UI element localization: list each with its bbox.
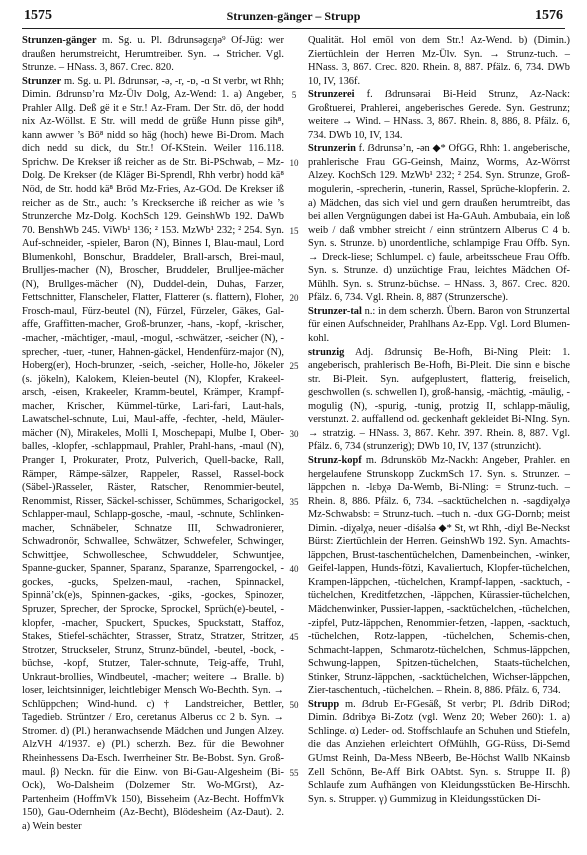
dictionary-entry <box>308 305 570 346</box>
line-number: 5 <box>291 90 297 101</box>
entry-text: Qualität. Hol emöl von dem Str.! Az-Wend. b) (Dimin.) Ziertüchlein der Herren Mz-Ülv. Syn. → Strunz-tuch. – HNass. 3, 867. Crec. 820. Rhein. 8, 887. Pfälz. 6, 734. DWb 10, IV, 136f. <box>308 35 570 87</box>
entry-text: m. ẞdrub Er-FGesäß, St verbr; Pl. ẞdrib DiRod; Dimin. ẞdribχə Bi-Zotz (vgl. Wenz 20; Weber 260): 1. a) Schlinge. α) Leder- od. Stoffschlaufe an Schuhen und Stiefeln, die das Anziehen erleichtert OfMühlh, GG-Rüss, Di-Semd GUmst Reinh, Da-Mess NBeerb, Be-Höchst Wallb NKainsb Zell Schönn, Be-Aff Birk OAbtst. Syn. s. Struppe II. β) Schlaufe zum Aufhängen von Kleidungsstücken Be-Hirschh. Syn. s. Strupper. γ) Gummizug in Kleidungsstücken Di- <box>308 698 570 805</box>
line-number: 25 <box>289 361 299 372</box>
line-number: 10 <box>289 157 299 168</box>
line-number: 15 <box>289 225 299 236</box>
line-number: 45 <box>289 632 299 643</box>
line-number: 50 <box>289 699 299 710</box>
line-number: 20 <box>289 293 299 304</box>
dictionary-entry <box>308 698 570 806</box>
entry-headword: Strunzen-gänger <box>22 35 97 46</box>
left-column <box>22 34 284 833</box>
entry-headword: strunzig <box>308 346 345 358</box>
page-number-left: 1575 <box>24 8 52 23</box>
line-number: 30 <box>289 428 299 439</box>
dictionary-entry <box>308 454 570 698</box>
line-number: 35 <box>289 496 299 507</box>
entry-text: Adj. ẞdrunsiç Be-Hofh, Bi-Ning Pleit: 1. angeberisch, prahlerisch Be-Hofh, Bi-Pleit. Die sinn e bische str. Bi-Pleit. Syn. aufgeplustert, flatterig, freiselich, geschwollen (s. schwellen I), groß-hansig, -mächtig, -mäulig, -mogulig (N), -spurig, -tunig, protzig II, schlapp-mäulig, verstunzt. 2. auffallend od. geckenhaft gekleidet Bi-NIng. Syn. → stratzig. – HNass. 3, 867. Kehr. 397. Rhein. 8, 887. Vgl. Pfälz. 6, 734 (strunzerig); DWb 10, IV, 137 (strunzicht). <box>308 346 570 453</box>
entry-text: m. ẞdrunsköb Mz-Nackh: Angeber, Prahler. en hergelaufene Strunskopp ZuckmSch 17. Syn. s. Strunzer. –läppchen n. -lɛbχə Da-Wemb, Bi-Nling: = Strunz-tuch. – Rhein. 8, 886. Pfälz. 6, 734. –sacktüchelchen n. -sagdiχəlχə Mz-Schwabsb: = Strunz-tuch. –tuch n. -dux GG-Dornb; meist Dimin. -diχəlχə, neuer -diśəlśə ◆* St, wt Rhh, -diχl Be-Neckst Bürst: Ziertüchlein der Herren. GeinshWb 192. Syn. Amachts-läppchen, Brust-taschentüchelchen, Damenbeinchen, -winker, Geifel-lappen, Hunds-fötzi, Kavaliertuch, Klopfer-tüchelchen, Krampen-läppchen, -tüchelchen, Krampf-lappen, -sacktuch, -tüchelchen, Kreditfetzchen, -läppchen, Kürassier-tüchelchen, Mädchenwinker, Pussier-lappen, -sacktüchelchen, -tüchelchen, -zipfel, Putz-läppchen, Renommier-fetzen, -lappen, -sacktuch, -tüchelchen, Rotz-lappen, -tüchelchen, Schemis-chen, Schmacht-lappen, Schmarotz-tüchelchen, Schmus-läppchen, Schwung-lappen, Spitzen-tüchelchen, Staats-tüchelchen, Stinker, Strunz-läppchen, -sacktüchelchen, Wichser-läppchen, Zier-taschentuch, -tüchelchen. – Rhein. 8, 886. Pfälz. 6, 734. <box>308 454 570 697</box>
dictionary-entry <box>308 142 570 305</box>
dictionary-entry <box>308 346 570 454</box>
page-header <box>22 6 565 29</box>
entry-text: n.: in dem scherzh. Übern. Baron von Strunzertal für einen Aufschneider, Prahlhans Az-Epp. Vgl. Lord Blumen-kohl. <box>308 305 570 345</box>
line-number: 55 <box>289 767 299 778</box>
line-numbers <box>284 34 304 834</box>
dictionary-entry <box>22 34 284 75</box>
entry-text: m. Sg. u. Pl. ẞdrunsər, -ə, -r, -ɒ, -ɑ St verbr, wt Rhh; Dimin. ẞdrunsɒ’rɑ Mz-Ülv Dolg, Az-Wend: 1. a) Angeber, Prahler Allg. Deß gë it e Str.! Az-Fram. Der Str. dö, der hodd nix Az-Wöllst. E Str. will medd de grüße Hunn pisse gih⁸, kann awwer ’s Bö⁸ nidd so häg (hoch) hewe Bi-Drom. Mach dich nedd su dick, du Str.! Of-KStein. Weiler 116.118. Sprichw. De Krekser iß reicher as de Str. Bi-PSchwab, – Mz-Dolg. De Krekser (de Kläger Bi-Sprendl, Rhh verbr) hodd kä⁸ Nöd, de Str. hodd kä⁸ Bröd Mz-Fries, Az-GOd. De Krekser iß reicher as de Str., auch: ’s Kreckserche iß reicher as wie ’s Strunzerche Mz-Dolg. KochSch 129. GeinshWb 192. DaWb 70. BenshWb 245. ViWb¹ 136; ² 153. MzWb¹ 232; ² 254. Syn. Auf-schneider, -spieler, Baron (N), Binnes I, Blau-maul, Lord Blumenkohl, Bonschur, Braddeler, Brall-arsch, Brei-maul, Brulljes-macher (N), Broscher, Bruddeler, Brulljee-mächer (N), Brullges-mächer (N), Duddel-dein, Duhas, Farzer, Fettschnitter, Flanscheler, Flatter, Flatterer (s. flattern), Floher, Frosch-maul, Fürz-beutel (N), Fürzel, Fürzeler, Gäkes, Gal-affe, Graffitten-macher, Groß-brunzer, -hans, -kopf, -krischer, -macher, -mächtiger, -maul, -mogul, -schwätzer, -seicher (N), -sprecher, -tuer, -tuner, Hahnen-gäckel, Hendenfürz-major (N), Hoberg(er), Hoch-brunzer, -seich, -seicher, Holle-ho, Jökeler (s. jökeln), Kalokem, Kleien-beutel (N), Klopfer, Krakeel-arsch, -eisen, Krakeeler, Kramm-beutel, Krämper, Krampf-macher, Krischer, Kümmel-türke, Lari-fari, Laut-hals, Lawatschel-schnute, Lui, Maul-affe, -fechter, -held, Mäuler-mächer (N), Mirakeles, Molli I, Moschepapi, Mulbe I, Ober-balles, -klopfer, -schlappmaul, Prahler, Prahl-hans, -maul (N), Pranger I, Prokurater, Protz, Pulverich, Quell-backe, Rall, Rämper, Rämpe-sälzer, Rappeler, Rassel, Rassel-bock (Säbel-)Rasseler, Räster, Ratscher, Renommier-beutel, Renommist, Risser, Säckel-schisser, Schümmes, Scharigockel, Schlapper-maul, Schlapp-gosche, -maul, -schnute, Schlinken-macher, Schnäbeler, Schnatze III, Schwadronierer, Schwadronör, Schwallee, Schwätzer, Schwefeler, Schwinger, Schwittjee, Schwolleschee, Schwuddeler, Schwuntjee, Spanne-gucker, Spanner, Sparanz, Sparanze, Sparrengockel, -gockes, -gucks, Spelzen-maul, -rachen, Spinnackel, Spinnä’ck(e)s, Spinnen-gackes, -giks, -gockes, Spinozer, Spruzer, Sprecher, der Sprocke, Sprockel, Sprüch(e)-beutel, -klopfer, -macher, Spuckert, Spuckes, Spuckstatt, Staffoz, Stakes, Stiefel-schächter, Strasser, Stratz, Stratzer, Stritzer, Strotzer, Struckseler, Strunz, Strunz-bündel, -beutel, -bock, -büchse, -kopf, Stutzer, Taler-schnute, Teig-affe, Truhl, Unkraut-brollies, Windbeutel, -macher; weitere → Bralle. b) loser, leichtsinniger, leichtlebiger Mensch Wo-Bechth. Syn. → Schlüppchen; Wind-hund. c) † Landstreicher, Bettler, Tagedieb. Strüntzer / Ero, ceretanus Alberus cc 2 b. Syn. → Stromer. d) (Pl.) heranwachsende Mädchen und Jungen Alzey. AlzVH 4/1937. e) (Pl.) scherzh. Bez. für die Bewohner Rheinhessens Da-Esch. Iwerrheiner Str. Be-Bobst. Syn. Groß-maul. β) Neckn. für die Einw. von Bi-Gau-Algesheim (Bi-Ock), Wo-Dalsheim (Dolzemer Str. Wo-MGrst), Az-Partenheim (HoffmVk 150), Bisseheim (Az-Becht. HoffmVk 150), Gau-Odernheim (Az-Becht), Blödesheim (Az-Daut). 2. a) Wein bester <box>22 75 284 832</box>
running-title: Strunzen-gänger – Strupp <box>226 9 361 23</box>
dictionary-entry <box>308 34 570 88</box>
entry-text: f. ẞdrunsərai Bi-Heid Strunz, Az-Nack: Großtuerei, Prahlerei, angeberisches Gerede. Syn. Gestrunz; weitere → Wind. – HNass. 3, 867. Rhein. 8, 886, 8. Pfälz. 6, 734. DWb 10, IV, 134. <box>308 89 570 141</box>
page-number-right: 1576 <box>535 8 563 23</box>
entry-headword: Strupp <box>308 698 340 710</box>
line-number: 40 <box>289 564 299 575</box>
dictionary-entry <box>22 75 284 834</box>
entry-headword: Strunzer-tal <box>308 305 362 317</box>
entry-headword: Strunzer <box>22 75 62 87</box>
right-column <box>308 34 570 806</box>
entry-headword: Strunz-kopf <box>308 454 362 466</box>
entry-headword: Strunzerin <box>308 143 356 155</box>
entry-headword: Strunzerei <box>308 89 355 101</box>
entry-text: f. ẞdrunsə’n, -ən ◆* OfGG, Rhh: 1. angeberische, prahlerische Frau GG-Geinsh, Mainz, Worms, Az-Wörrst Alzey. KochSch 129. MzWb¹ 232; ² 254. Syn. Strunze, Groß-mogulerin, -sprecherin, -tunerin, Rassel, Sprüche-klopferin. 2. a) Mädchen, das sich viel und gern draußen herumtreibt, das bei allen Vergnügungen dabei ist Ha-GAuh. Ambubaia, ein loß weib / daß vmbher streicht / einn strüntzern Alberus C 4 b. Syn. s. Strunze. b) unordentliche, schlampige Frau Offb. Syn. → Dreck-liese; Schlumpel. c) faule, arbeitsscheue Frau Offb. Syn. s. Strunze. d) unzüchtige Frau, leichtes Mädchen Of-Mühlh. Syn. s. Strunz-büchse. – HNass. 3, 867. Crec. 820. Pfälz. 6, 734. Vgl. Rhein. 8, 887 (Strunzersche). <box>308 143 570 304</box>
dictionary-entry <box>308 88 570 142</box>
entry-text: m. Sg. u. Pl. ẞdrunsəgɛŋə⁹ Of-Jüg: wer draußen herumstreicht, Herumtreiber. Syn. → Stricher. Vgl. Strunze. – HNass. 3, 867. Crec. 820. <box>22 35 284 74</box>
